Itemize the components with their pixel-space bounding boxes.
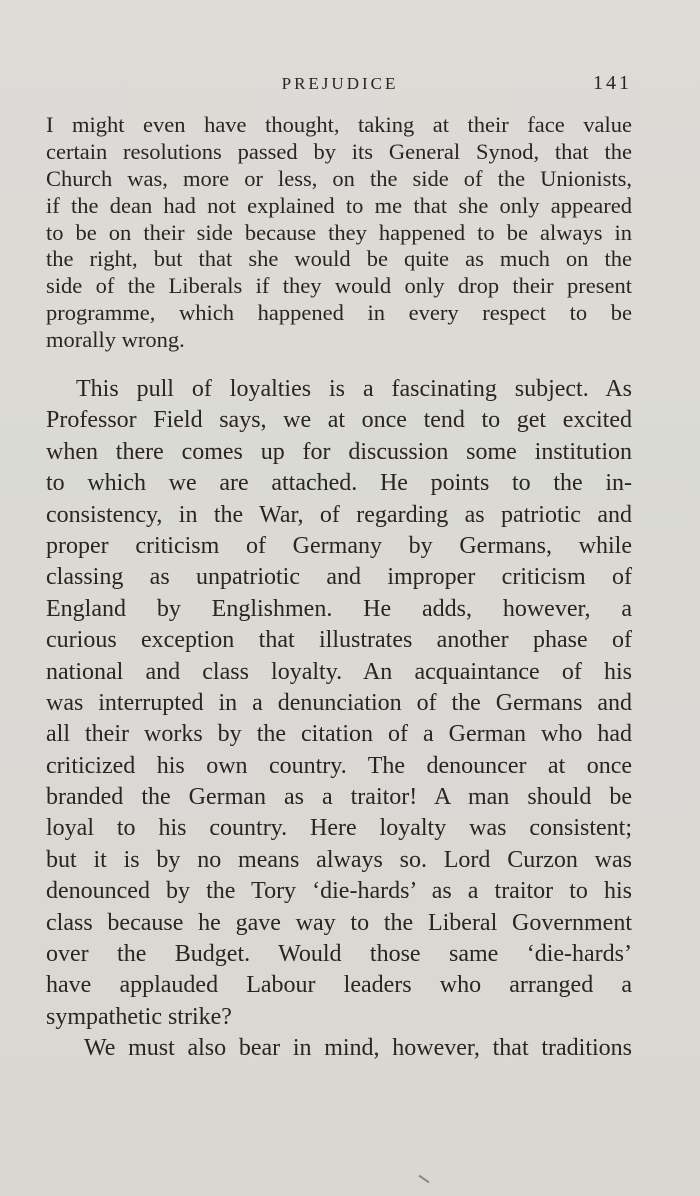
- text-line: all their works by the citation of a German who had: [46, 721, 632, 748]
- text-line: over the Budget. Would those same ‘die-hards’: [46, 941, 632, 968]
- text-line: was interrupted in a denunciation of the Germans and: [46, 689, 632, 716]
- text-line: class because he gave way to the Liberal Government: [46, 909, 632, 936]
- text-line: loyal to his country. Here loyalty was consistent;: [46, 815, 632, 842]
- body-text: [46, 112, 632, 1065]
- running-head: PREJUDICE: [281, 74, 399, 93]
- text-line: when there comes up for discussion some institution: [46, 438, 632, 465]
- text-line: Church was, more or less, on the side of the Unionists,: [46, 165, 632, 191]
- text-line: side of the Liberals if they would only drop their present: [46, 273, 632, 299]
- text-line: I might even have thought, taking at their face value: [46, 112, 632, 137]
- text-line: to be on their side because they happened to be always in: [46, 219, 632, 245]
- page-number: 141: [593, 72, 632, 94]
- text-line: the right, but that she would be quite as much on the: [46, 246, 632, 272]
- pencil-mark: [419, 1175, 430, 1184]
- text-line: classing as unpatriotic and improper criticism of: [46, 564, 632, 591]
- text-line: certain resolutions passed by its General Synod, that the: [46, 138, 632, 164]
- text-line: consistency, in the War, of regarding as patriotic and: [46, 501, 632, 528]
- text-line: sympathetic strike?: [46, 1003, 232, 1030]
- text-line: England by Englishmen. He adds, however, a: [46, 595, 632, 622]
- text-line: to which we are attached. He points to the in-: [46, 470, 632, 497]
- text-line: branded the German as a traitor! A man should be: [46, 784, 632, 811]
- text-line: This pull of loyalties is a fascinating subject. As: [76, 376, 632, 403]
- text-line: morally wrong.: [46, 327, 185, 353]
- page-header: [48, 72, 632, 98]
- paragraph-3: [46, 1033, 632, 1064]
- text-line: have applauded Labour leaders who arranged a: [46, 972, 632, 999]
- text-line: programme, which happened in every respect to be: [46, 300, 632, 326]
- text-line: proper criticism of Germany by Germans, while: [46, 532, 632, 559]
- text-line: if the dean had not explained to me that she only appeared: [46, 192, 632, 218]
- paragraph-2: [46, 374, 632, 1033]
- text-line: curious exception that illustrates another phase of: [46, 627, 632, 654]
- text-line: We must also bear in mind, however, that traditions: [84, 1035, 632, 1062]
- text-line: criticized his own country. The denouncer at once: [46, 752, 632, 779]
- text-line: national and class loyalty. An acquaintance of his: [46, 658, 632, 685]
- text-line: denounced by the Tory ‘die-hards’ as a traitor to his: [46, 878, 632, 905]
- paragraph-1: [46, 112, 632, 354]
- text-line: Professor Field says, we at once tend to get excited: [46, 407, 632, 434]
- text-line: but it is by no means always so. Lord Curzon was: [46, 846, 632, 873]
